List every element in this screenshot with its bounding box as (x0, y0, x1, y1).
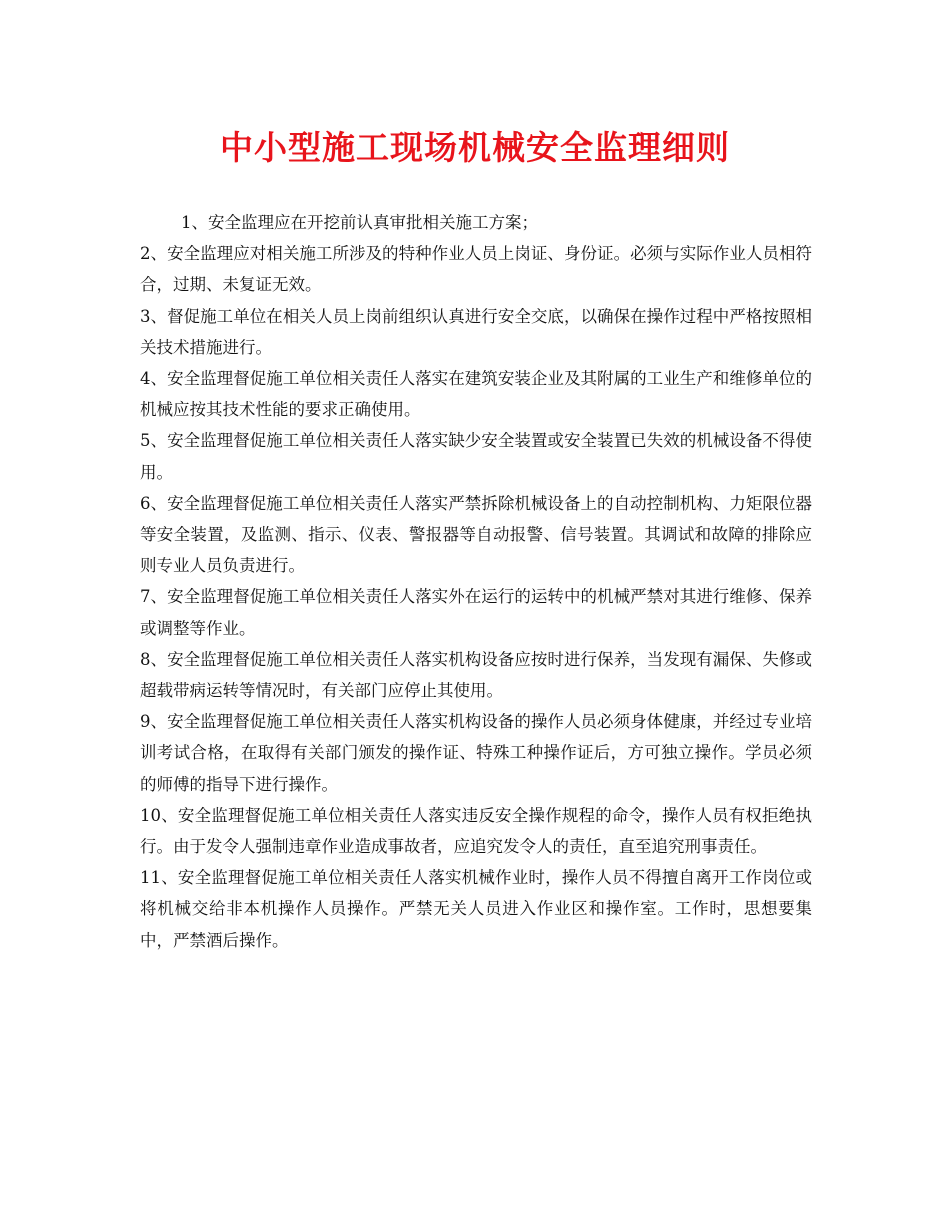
paragraph-9: 9、安全监理督促施工单位相关责任人落实机构设备的操作人员必须身体健康，并经过专业培训考试合格，在取得有关部门颁发的操作证、特殊工种操作证后，方可独立操作。学员必须的师傅的指导下进行操作。 (140, 712, 812, 794)
paragraph-8: 8、安全监理督促施工单位相关责任人落实机构设备应按时进行保养，当发现有漏保、失修或超载带病运转等情况时，有关部门应停止其使用。 (140, 649, 812, 701)
paragraph-11: 11、安全监理督促施工单位相关责任人落实机械作业时，操作人员不得擅自离开工作岗位或将机械交给非本机操作人员操作。严禁无关人员进入作业区和操作室。工作时，思想要集中，严禁酒后操作。 (140, 868, 812, 950)
paragraph-5: 5、安全监理督促施工单位相关责任人落实缺少安全装置或安全装置已失效的机械设备不得使用。 (140, 431, 812, 482)
paragraph-10: 10、安全监理督促施工单位相关责任人落实违反安全操作规程的命令，操作人员有权拒绝执行。由于发令人强制违章作业造成事故者，应追究发令人的责任，直至追究刑事责任。 (140, 805, 812, 857)
document-body (140, 207, 812, 956)
paragraph-6: 6、安全监理督促施工单位相关责任人落实严禁拆除机械设备上的自动控制机构、力矩限位器等安全装置，及监测、指示、仪表、警报器等自动报警、信号装置。其调试和故障的排除应则专业人员负责进行。 (140, 493, 812, 576)
paragraph-3: 3、督促施工单位在相关人员上岗前组织认真进行安全交底，以确保在操作过程中严格按照相关技术措施进行。 (140, 306, 812, 357)
paragraph-7: 7、安全监理督促施工单位相关责任人落实外在运行的运转中的机械严禁对其进行维修、保养或调整等作业。 (140, 587, 812, 638)
paragraph-1: 1、安全监理应在开挖前认真审批相关施工方案； (181, 213, 538, 232)
document-title: 中小型施工现场机械安全监理细则 (220, 128, 730, 167)
paragraph-4: 4、安全监理督促施工单位相关责任人落实在建筑安装企业及其附属的工业生产和维修单位的机械应按其技术性能的要求正确使用。 (140, 369, 812, 420)
paragraph-2: 2、安全监理应对相关施工所涉及的特种作业人员上岗证、身份证。必须与实际作业人员相符合，过期、未复证无效。 (140, 244, 812, 295)
